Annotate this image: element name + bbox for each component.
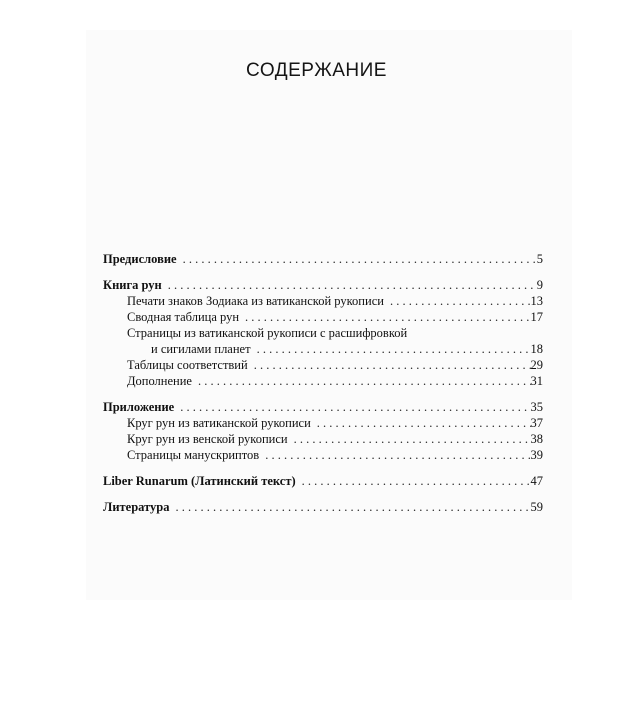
toc-leader-dots <box>248 357 531 373</box>
toc-entry-label: Страницы манускриптов <box>127 448 260 462</box>
toc-entry-label: Приложение <box>103 400 175 414</box>
toc-entry-appendix[interactable] <box>103 399 543 415</box>
toc-page-number: 31 <box>530 374 543 388</box>
toc-leader-dots <box>251 341 531 357</box>
toc-page-number: 13 <box>530 294 543 308</box>
toc-page-number: 18 <box>530 342 543 356</box>
toc-entry-liber-runarum[interactable] <box>103 473 543 489</box>
toc-entry-vienna-rune-circle[interactable] <box>103 431 543 447</box>
toc-entry-label: Круг рун из венской рукописи <box>127 432 288 446</box>
toc-leader-dots <box>259 447 530 463</box>
toc-entry-rune-summary-table[interactable] <box>103 309 543 325</box>
toc-entry-literature[interactable] <box>103 499 543 515</box>
toc-leader-dots <box>384 293 531 309</box>
toc-entry-manuscript-pages[interactable] <box>103 447 543 463</box>
toc-entry-preface[interactable] <box>103 251 543 267</box>
toc-entry-vatican-pages-line1[interactable] <box>103 325 543 341</box>
page-title: СОДЕРЖАНИЕ <box>246 60 387 81</box>
toc-leader-dots <box>177 251 537 267</box>
toc-page-number: 59 <box>530 500 543 514</box>
toc-page-number: 17 <box>530 310 543 324</box>
toc-page-number: 5 <box>536 252 543 266</box>
toc-entry-addendum[interactable] <box>103 373 543 389</box>
toc-leader-dots <box>174 399 530 415</box>
toc-leader-dots <box>239 309 530 325</box>
toc-entry-vatican-rune-circle[interactable] <box>103 415 543 431</box>
toc-page-number: 39 <box>530 448 543 462</box>
toc-entry-zodiac-seals[interactable] <box>103 293 543 309</box>
toc-leader-dots <box>170 499 531 515</box>
toc-page-number: 35 <box>530 400 543 414</box>
toc-page-number: 47 <box>530 474 543 488</box>
toc-entry-label: Печати знаков Зодиака из ватиканской рукописи <box>127 294 384 308</box>
toc-entry-label: Liber Runarum (Латинский текст) <box>103 474 296 488</box>
toc-entry-book-of-runes[interactable] <box>103 277 543 293</box>
toc-entry-label: Сводная таблица рун <box>127 310 240 324</box>
toc-entry-label: Дополнение <box>127 374 192 388</box>
toc-entry-label: Круг рун из ватиканской рукописи <box>127 416 311 430</box>
toc-page-number: 38 <box>530 432 543 446</box>
toc-entry-label: Страницы из ватиканской рукописи с расшифровкой <box>127 326 408 340</box>
toc-entry-label: Книга рун <box>103 278 162 292</box>
toc-leader-dots <box>311 415 531 431</box>
toc-entry-label: Таблицы соответствий <box>127 358 248 372</box>
toc-page-number: 9 <box>536 278 543 292</box>
toc-leader-dots <box>162 277 537 293</box>
toc-entry-label: Литература <box>103 500 170 514</box>
table-of-contents <box>103 251 543 515</box>
toc-entry-vatican-pages-line2[interactable] <box>103 341 543 357</box>
toc-leader-dots <box>296 473 531 489</box>
toc-page-number: 29 <box>530 358 543 372</box>
toc-leader-dots <box>288 431 531 447</box>
toc-entry-label: и сигилами планет <box>151 342 251 356</box>
toc-leader-dots <box>192 373 531 389</box>
toc-entry-correspondence-tables[interactable] <box>103 357 543 373</box>
toc-entry-label: Предисловие <box>103 252 177 266</box>
toc-page-number: 37 <box>530 416 543 430</box>
